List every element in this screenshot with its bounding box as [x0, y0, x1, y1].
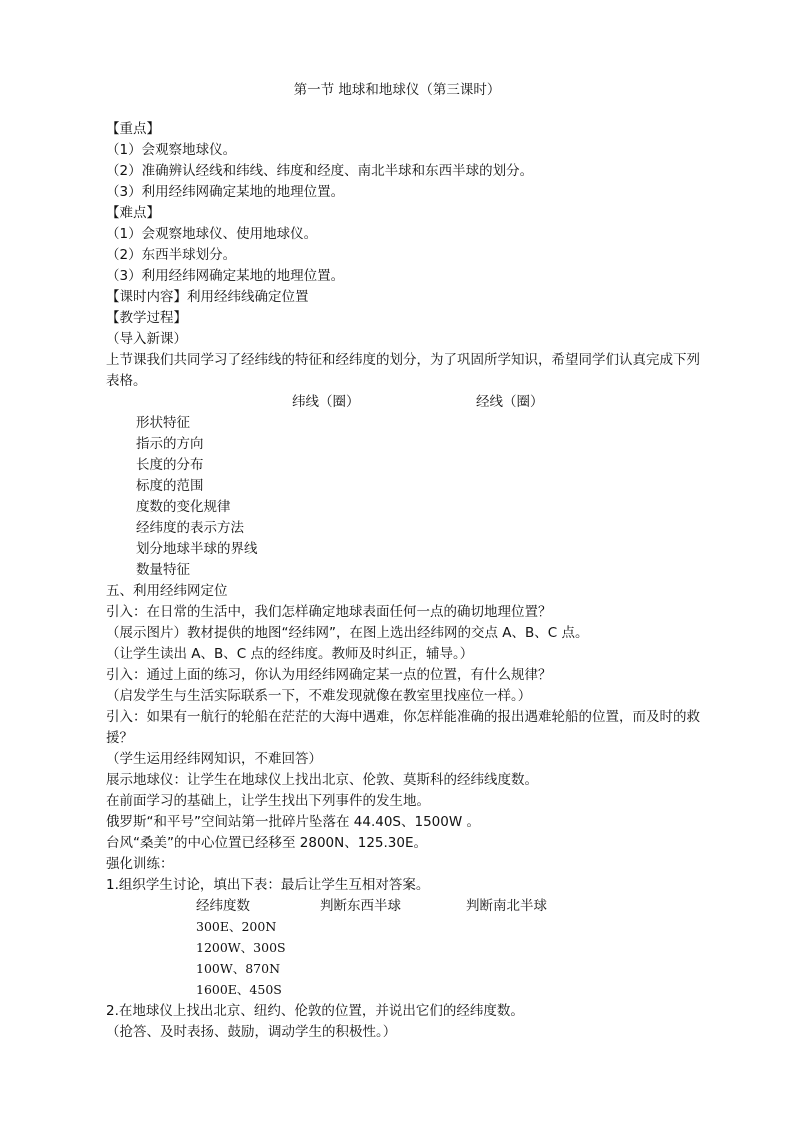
table1-row-label: 经纬度的表示方法 — [136, 520, 244, 536]
key-points-heading: 【重点】 — [106, 121, 160, 137]
difficult-point-item: （3）利用经纬网确定某地的地理位置。 — [106, 268, 345, 284]
paragraph-line: 上节课我们共同学习了经纬线的特征和经纬度的划分，为了巩固所学知识，希望同学们认真完成下列 — [106, 352, 700, 368]
text-line: 引入：如果有一航行的轮船在茫茫的大海中遇难，你怎样能准确的报出遇难轮船的位置，而及时的救 — [106, 709, 700, 725]
text-line: （学生运用经纬网知识，不难回答） — [106, 751, 322, 767]
text-line: （启发学生与生活实际联系一下，不难发现就像在教室里找座位一样。） — [106, 688, 532, 704]
table1-header-latitude: 纬线（圈） — [292, 394, 360, 410]
text-line: 俄罗斯“和平号”空间站第一批碎片坠落在 44.40S、1500W 。 — [106, 814, 480, 830]
table2-row-label: 300E、200N — [196, 919, 277, 934]
text-line: 强化训练： — [106, 856, 174, 872]
text-line: 引入：在日常的生活中，我们怎样确定地球表面任何一点的确切地理位置？ — [106, 604, 552, 620]
page-title: 第一节 地球和地球仪（第三课时） — [293, 82, 501, 98]
table1-row-label: 划分地球半球的界线 — [136, 541, 258, 557]
key-point-item: （3）利用经纬网确定某地的地理位置。 — [106, 184, 345, 200]
text-line: 1.组织学生讨论，填出下表：最后让学生互相对答案。 — [106, 877, 430, 893]
text-line: 2.在地球仪上找出北京、纽约、伦敦的位置，并说出它们的经纬度数。 — [106, 1003, 524, 1019]
difficult-point-item: （2）东西半球划分。 — [106, 247, 237, 263]
table1-row-label: 标度的范围 — [136, 478, 204, 494]
table2-header: 判断南北半球 — [466, 898, 547, 914]
key-point-item: （1）会观察地球仪。 — [106, 142, 237, 158]
table1-header-longitude: 经线（圈） — [476, 394, 544, 410]
text-line: （抢答、及时表扬、鼓励，调动学生的积极性。） — [106, 1024, 397, 1040]
text-line: （展示图片）教材提供的地图“经纬网”，在图上选出经纬网的交点 A、B、C 点。 — [106, 625, 589, 641]
key-point-item: （2）准确辨认经线和纬线、纬度和经度、南北半球和东西半球的划分。 — [106, 163, 534, 179]
lesson-content: 【课时内容】利用经纬线确定位置 — [106, 289, 309, 305]
teaching-process-heading: 【教学过程】 — [106, 310, 187, 326]
text-line: 展示地球仪：让学生在地球仪上找出北京、伦敦、莫斯科的经纬线度数。 — [106, 772, 538, 788]
table2-header: 判断东西半球 — [320, 898, 401, 914]
text-line: （让学生读出 A、B、C 点的经纬度。教师及时纠正，辅导。） — [106, 646, 474, 662]
text-line: 援？ — [106, 730, 133, 746]
paragraph-line: 表格。 — [106, 373, 147, 389]
text-line: 引入：通过上面的练习，你认为用经纬网确定某一点的位置，有什么规律？ — [106, 667, 552, 683]
table2-row-label: 1200W、300S — [196, 940, 286, 955]
table1-row-label: 长度的分布 — [136, 457, 204, 473]
intro-label: （导入新课） — [106, 331, 187, 347]
table2-row-label: 1600E、450S — [196, 982, 282, 997]
table2-header: 经纬度数 — [196, 898, 250, 914]
text-line: 在前面学习的基础上，让学生找出下列事件的发生地。 — [106, 793, 430, 809]
table1-row-label: 度数的变化规律 — [136, 499, 231, 515]
table2-row-label: 100W、870N — [196, 961, 281, 976]
text-line: 台风“桑美”的中心位置已经移至 2800N、125.30E。 — [106, 835, 428, 851]
table1-row-label: 形状特征 — [136, 415, 190, 431]
difficult-point-item: （1）会观察地球仪、使用地球仪。 — [106, 226, 318, 242]
difficult-points-heading: 【难点】 — [106, 205, 160, 221]
table1-row-label: 数量特征 — [136, 562, 190, 578]
section-heading: 五、利用经纬网定位 — [106, 583, 228, 599]
table1-row-label: 指示的方向 — [136, 436, 204, 452]
